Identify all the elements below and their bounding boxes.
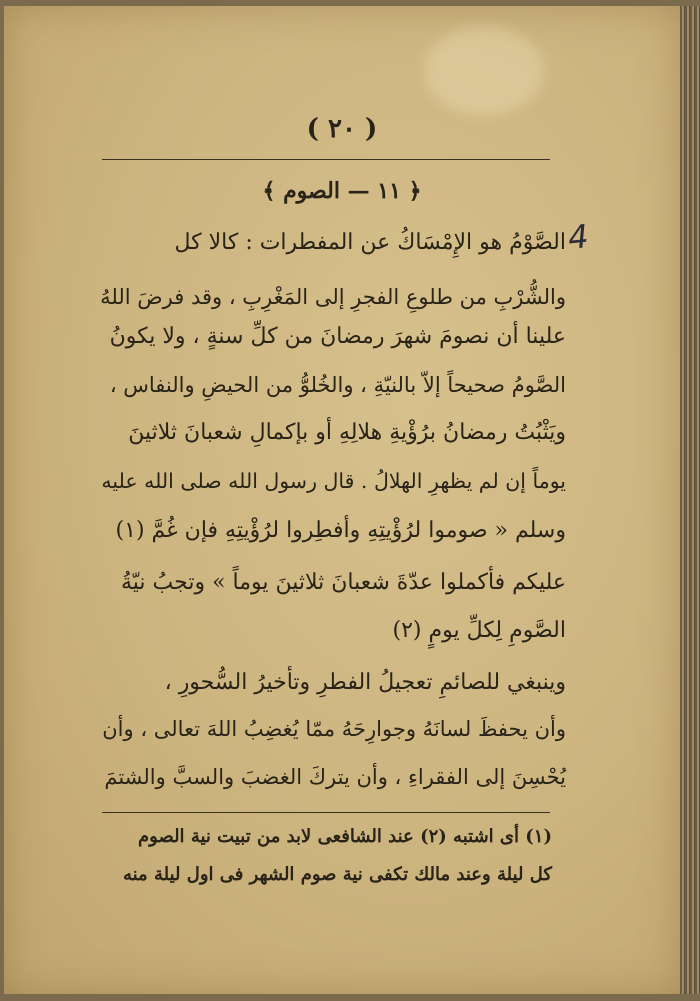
paper-stain (424, 26, 544, 116)
body-line: علينا أن نصومَ شهرَ رمضانَ من كلِّ سنةٍ ، ولا يكونُ (109, 324, 566, 349)
header-rule (102, 159, 550, 160)
body-line: الصَّومِ لِكلِّ يومٍ (٢) (392, 618, 566, 643)
body-line: الصَّوْمُ هو الإِمْسَاكُ عن المفطرات : كالا كل (174, 230, 566, 255)
body-line: والشُّرْبِ من طلوعِ الفجرِ إلى المَغْرِبِ ، وقد فرضَ اللهُ (100, 285, 566, 309)
book-page (4, 6, 680, 994)
body-line: وأن يحفظَ لسانَهُ وجوارِحَهُ ممّا يُغضِبُ اللهَ تعالى ، وأن (102, 717, 566, 741)
body-line: يُحْسِنَ إلى الفقراءِ ، وأن يتركَ الغضبَ والسبَّ والشتمَ (104, 765, 566, 789)
body-line: وسلم « صوموا لرُؤْيتِهِ وأفطِروا لرُؤْيتِهِ فإن غُمَّ (١) (115, 518, 566, 543)
body-line: وينبغي للصائمِ تعجيلُ الفطرِ وتأخيرُ السُّحورِ ، (164, 670, 566, 695)
footnote-line: (١) أى اشتبه (٢) عند الشافعى لابد من تبيت نية الصوم (138, 826, 552, 847)
footnote-rule (102, 812, 550, 813)
body-line: ويَثْبُتُ رمضانُ برُؤْيةِ هلالِهِ أو بإكمالِ شعبانَ ثلاثينَ (128, 420, 566, 445)
body-line: الصَّومُ صحيحاً إلاّ بالنيّةِ ، والخُلوُّ من الحيضِ والنفاس ، (109, 373, 566, 397)
footnote-line: كل ليلة وعند مالك تكفى نية صوم الشهر فى اول ليلة منه (122, 864, 552, 885)
body-line: يوماً إن لم يظهرِ الهلالُ . قال رسول الله صلى الله عليه (101, 469, 566, 493)
body-line: عليكم فأكملوا عدّةَ شعبانَ ثلاثينَ يوماً » وتجبُ نيّةُ (120, 570, 566, 595)
chapter-title: ﴿ ١١ — الصوم ﴾ (262, 178, 422, 204)
page-edge (680, 6, 700, 994)
page-number: ( ٢٠ ) (306, 114, 378, 144)
handwritten-margin-mark: 4 (566, 217, 591, 257)
